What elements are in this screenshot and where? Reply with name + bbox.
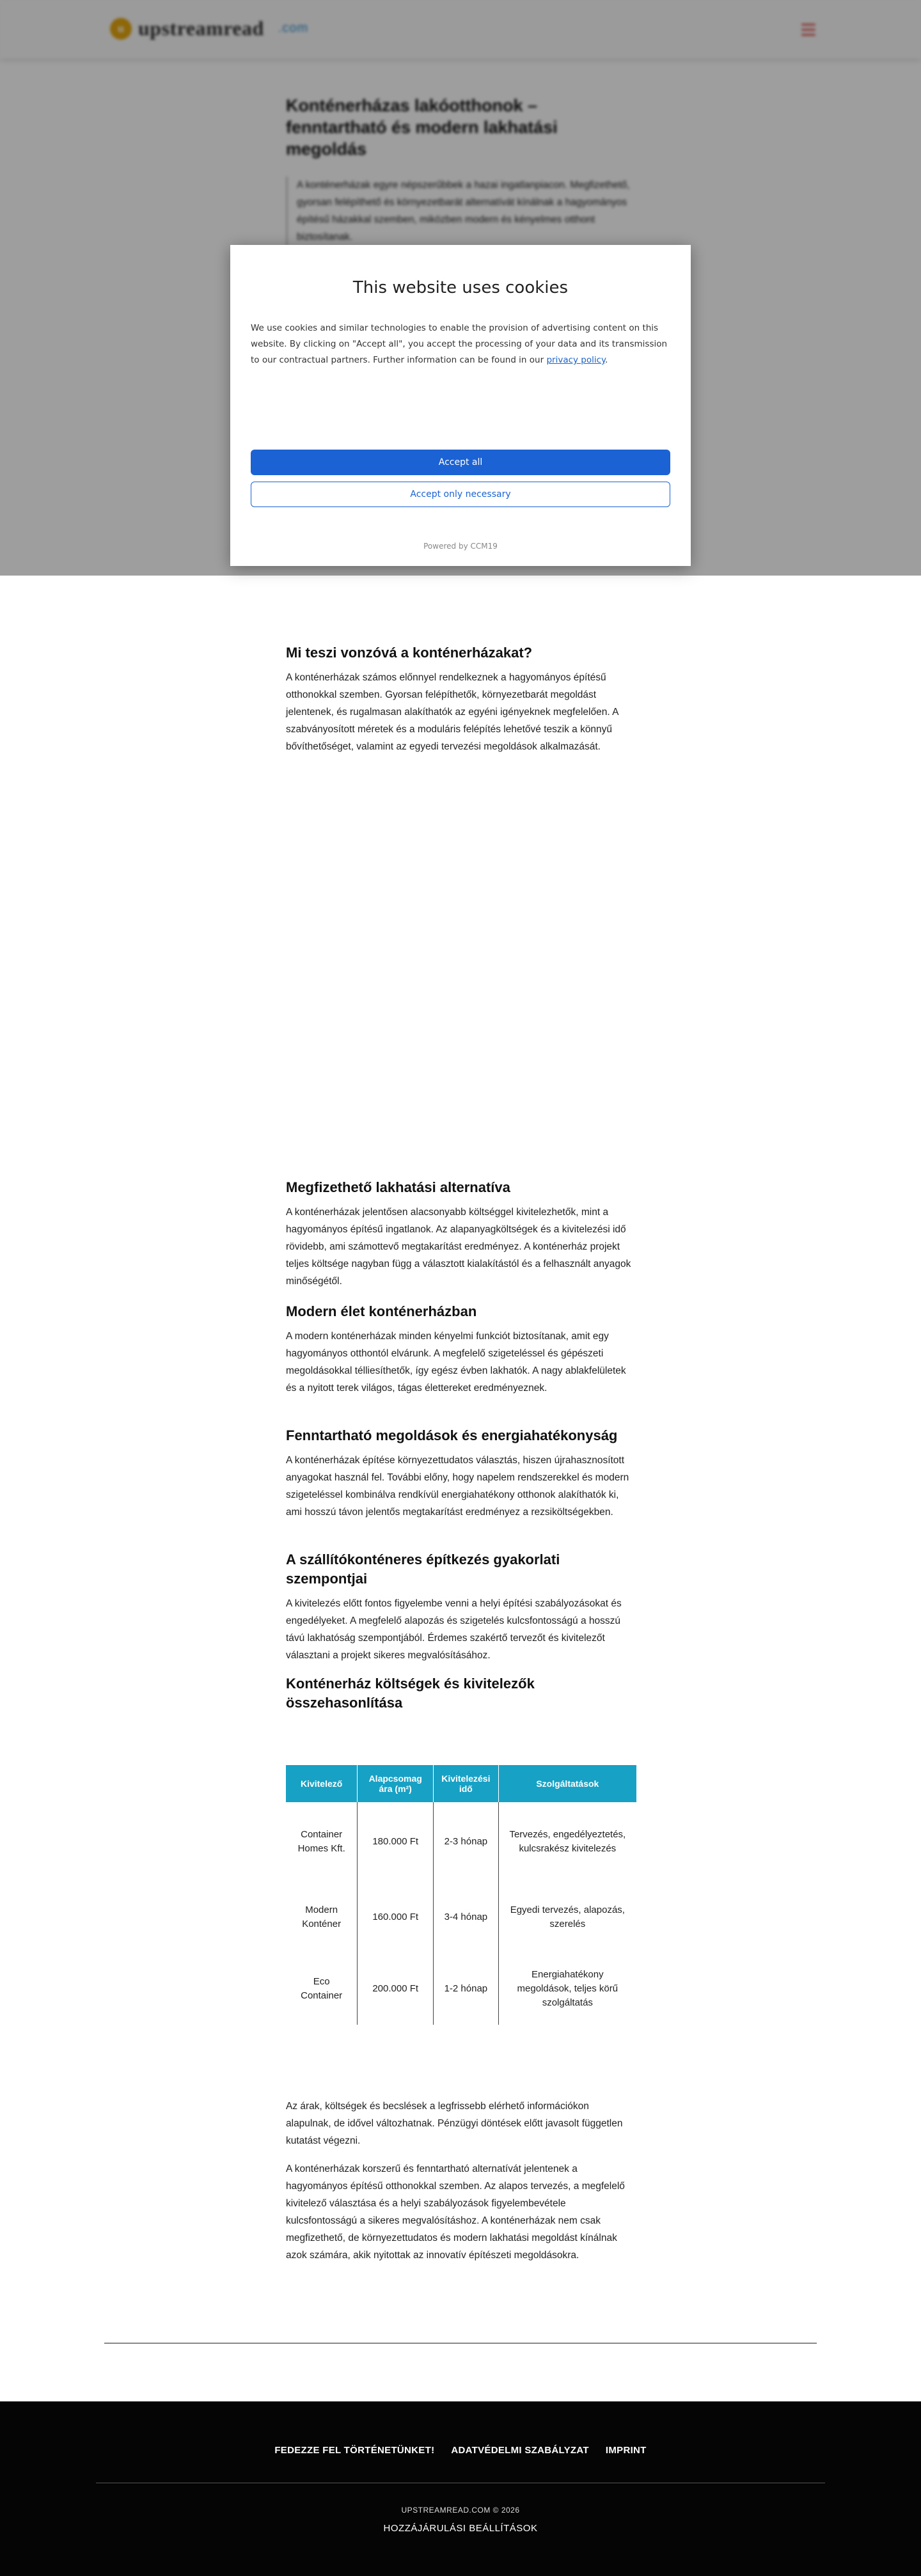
table-header: Alapcsomag ára (m²) bbox=[358, 1765, 434, 1802]
section-body: A modern konténerházak minden kényelmi funkciót biztosítanak, amit egy hagyományos otthontól elvárunk. A megfelelő szigeteléssel és gépészeti megoldásokkal télliesíthetők, így egész évben lakhatók. A nagy ablakfelületek és a nyitott terek világos, tágas élettereket eredményeznek. bbox=[286, 1331, 626, 1394]
logo-mark-icon: u bbox=[110, 18, 132, 40]
table-header: Kivitelezési idő bbox=[434, 1765, 499, 1802]
conclusion-text: A konténerházak korszerű és fenntartható alternatívát jelentenek a hagyományos építésű otthonokkal szemben. Az alapos tervezés, a megfelelő kivitelező választása és a helyi szabályozások figyelembevétele kulcsfontosságú a sikeres megvalósításhoz. A konténerházak nem csak megfizethető, de környezettudatos és modern lakhatási megoldást kínálnak azok számára, akik nyitottak az innovatív építészeti megoldásokra. bbox=[286, 2164, 625, 2261]
table-cell: Tervezés, engedélyeztetés, kulcsrakész kivitelezés bbox=[509, 1829, 626, 1854]
privacy-policy-link[interactable]: privacy policy bbox=[546, 355, 606, 365]
table-cell: Egyedi tervezés, alapozás, szerelés bbox=[510, 1905, 625, 1929]
consent-settings-link[interactable]: HOZZÁJÁRULÁSI BEÁLLÍTÁSOK bbox=[383, 2523, 538, 2534]
disclaimer bbox=[286, 2098, 636, 2149]
section-affordable bbox=[286, 1178, 636, 1290]
section-heading: Mi teszi vonzóvá a konténerházakat? bbox=[286, 645, 533, 661]
site-footer bbox=[0, 2401, 921, 2576]
article-lead: A konténerházak egyre népszerűbbek a hazai ingatlanpiacon. Megfizethető, gyorsan felépíthető és környezetbarát alternatívát kínálnak a hagyományos építésű házakkal szemben, miközben modern és kényelmes otthont biztosítanak. bbox=[286, 177, 636, 246]
conclusion bbox=[286, 2160, 636, 2264]
table-cell: 180.000 Ft bbox=[358, 1802, 434, 1881]
section-body: A konténerházak számos előnnyel rendelkeznek a hagyományos építésű otthonokkal szemben. Gyorsan felépíthetők, környezetbarát megoldást jelentenek, és rugalmasan alakíthatók az egyéni igényeknek megfelelően. A szabványosított méretek és a moduláris felépítés lehetővé teszik a könnyű bővíthetőséget, valamint az egyedi tervezési megoldások alkalmazását. bbox=[286, 672, 618, 752]
table-cell: 3-4 hónap bbox=[434, 1881, 499, 1953]
table-row bbox=[286, 1953, 636, 2025]
content-divider bbox=[104, 2343, 817, 2344]
cookie-title: This website uses cookies bbox=[352, 278, 569, 297]
footer-nav bbox=[0, 2445, 921, 2456]
footer-link-imprint[interactable]: IMPRINT bbox=[605, 2445, 647, 2456]
powered-by: Powered by CCM19 bbox=[423, 542, 498, 551]
table-row bbox=[286, 1802, 636, 1881]
table-cell: Modern Konténer bbox=[286, 1881, 358, 1953]
table-cell: 1-2 hónap bbox=[434, 1953, 499, 2025]
table-row bbox=[286, 1881, 636, 1953]
section-heading: A szállítókonténeres építkezés gyakorlati szempontjai bbox=[286, 1551, 560, 1587]
accept-necessary-button[interactable]: Accept only necessary bbox=[251, 482, 670, 507]
copyright: UPSTREAMREAD.COM © 2026 bbox=[401, 2506, 520, 2515]
section-heading: Konténerház költségek és kivitelezők összehasonlítása bbox=[286, 1676, 535, 1711]
section-heading: Megfizethető lakhatási alternatíva bbox=[286, 1179, 510, 1195]
table-cell: 200.000 Ft bbox=[358, 1953, 434, 2025]
article-title: Konténerházas lakóotthonok – fenntartható és modern lakhatási megoldás bbox=[286, 96, 558, 159]
section-practical bbox=[286, 1550, 636, 1664]
logo-tagline: .com bbox=[278, 21, 309, 35]
logo-text: upstreamread bbox=[138, 17, 264, 40]
table-cell: Eco Container bbox=[286, 1953, 358, 2025]
table-header-row bbox=[286, 1765, 636, 1802]
comparison-table bbox=[286, 1765, 636, 2025]
section-heading: Modern élet konténerházban bbox=[286, 1303, 477, 1319]
cookie-dialog bbox=[230, 245, 691, 566]
table-cell: Container Homes Kft. bbox=[286, 1802, 358, 1881]
section-modern-life bbox=[286, 1302, 636, 1397]
section-comparison bbox=[286, 1674, 636, 1719]
section-body: A konténerházak jelentősen alacsonyabb költséggel kivitelezhetők, mint a hagyományos építésű ingatlanok. Az alapanyagköltségek és a kivitelezési idő rövidebb, ami számottevő megtakarítást eredményez. A konténerház projekt teljes költsége nagyban függ a választott kialakítástól és a felhasznált anyagok minőségétől. bbox=[286, 1207, 631, 1287]
table-cell: Energiahatékony megoldások, teljes körű szolgáltatás bbox=[517, 1969, 618, 2008]
footer-link-privacy[interactable]: ADATVÉDELMI SZABÁLYZAT bbox=[451, 2445, 589, 2456]
accept-all-button[interactable]: Accept all bbox=[251, 450, 670, 475]
section-sustainability bbox=[286, 1426, 636, 1521]
disclaimer-text: Az árak, költségek és becslések a legfrissebb elérhető információkon alapulnak, de idővel változhatnak. Pénzügyi döntések előtt javasolt független kutatást végezni. bbox=[286, 2101, 623, 2146]
section-heading: Fenntartható megoldások és energiahatékonyság bbox=[286, 1427, 618, 1443]
footer-link-our-story[interactable]: FEDEZZE FEL TÖRTÉNETÜNKET! bbox=[274, 2445, 435, 2456]
section-body: A konténerházak építése környezettudatos választás, hiszen újrahasznosított anyagokat használ fel. További előny, hogy napelem rendszerekkel és modern szigeteléssel kombinálva rendkívül energiahatékony otthonok alakíthatók ki, ami hosszú távon jelentős megtakarítást eredményez a rezsiköltségekben. bbox=[286, 1455, 629, 1518]
section-appeal bbox=[286, 643, 636, 755]
table-cell: 160.000 Ft bbox=[358, 1881, 434, 1953]
table-header: Szolgáltatások bbox=[498, 1765, 636, 1802]
cookie-text: We use cookies and similar technologies to enable the provision of advertising content on this website. By clicking on "Accept all", you accept the processing of your data and its transmission to our contractual partners. Further information can be found in our bbox=[251, 323, 668, 365]
table-cell: 2-3 hónap bbox=[434, 1802, 499, 1881]
section-body: A kivitelezés előtt fontos figyelembe venni a helyi építési szabályozásokat és engedélyeket. A megfelelő alapozás és szigetelés kulcsfontosságú a hosszú távú lakhatóság szempontjából. Érdemes szakértő tervezőt és kivitelezőt választani a projekt sikeres megvalósításához. bbox=[286, 1598, 622, 1661]
cookie-description bbox=[251, 320, 670, 368]
cookie-text-end: . bbox=[605, 355, 608, 365]
table-header: Kivitelező bbox=[286, 1765, 358, 1802]
